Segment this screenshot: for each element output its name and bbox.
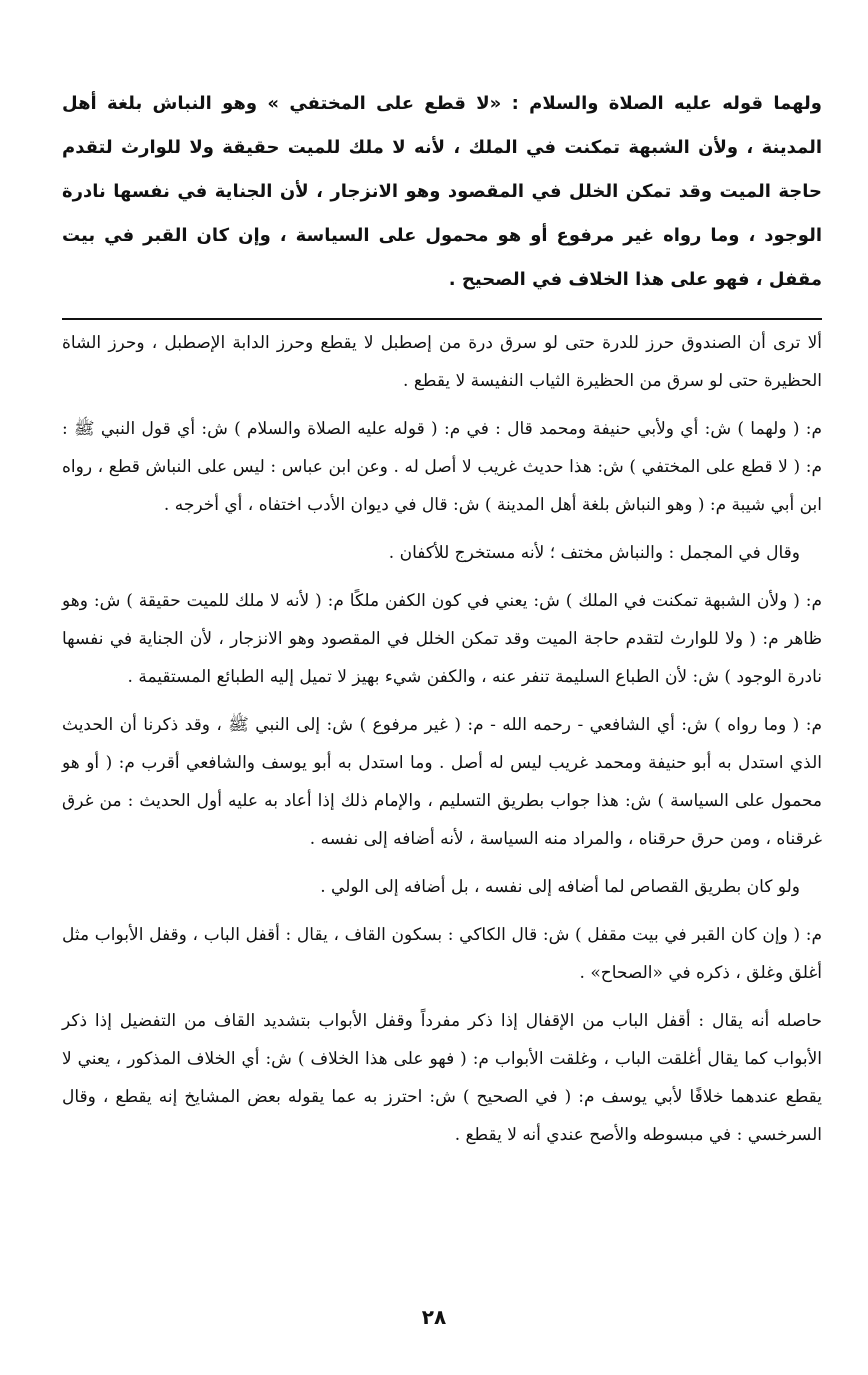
commentary-paragraph-4: م: ( ولأن الشبهة تمكنت في الملك ) ش: يعني في كون الكفن ملكًا م: ( لأنه لا ملك للميت حقيقة ) ش: وهو ظاهر م: ( ولا للوارث لتقدم حاجة الميت وقد تمكن الخلل في المقصود وهو الانزجار ، لأن الجناية في نفسها نادرة الوجود ) ش: لأن الطباع السليمة تنفر عنه ، والكفن شيء بهيز لا تميل إليه الطبائع المستقيمة . (62, 591, 822, 687)
separator-rule (62, 318, 822, 320)
commentary-paragraph-8: حاصله أنه يقال : أقفل الباب من الإقفال إذا ذكر مفرداً وقفل الأبواب بتشديد القاف من التفضيل إذا ذكر الأبواب كما يقال أغلقت الباب ، وغلقت الأبواب م: ( فهو على هذا الخلاف ) ش: أي الخلاف المذكور ، يعني لا يقطع عندهما خلافًا لأبي يوسف م: ( في الصحيح ) ش: احترز به عما يقوله بعض المشايخ إنه يقطع ، وقال السرخسي : في مبسوطه والأصح عندي أنه لا يقطع . (62, 1011, 823, 1145)
commentary-sharh (62, 324, 822, 1154)
commentary-paragraph-2: م: ( ولهما ) ش: أي ولأبي حنيفة ومحمد قال : في م: ( قوله عليه الصلاة والسلام ) ش: أي قول النبي ﷺ : م: ( لا قطع على المختفي ) ش: هذا حديث غريب لا أصل له . وعن ابن عباس : ليس على النباش قطع ، رواه ابن أبي شيبة م: ( وهو النباش بلغة أهل المدينة ) ش: قال في ديوان الأدب اختفاه ، أي أخرجه . (62, 419, 822, 515)
document-page (62, 80, 822, 1154)
commentary-paragraph-5: م: ( وما رواه ) ش: أي الشافعي - رحمه الله - م: ( غير مرفوع ) ش: إلى النبي ﷺ ، وقد ذكرنا أن الحديث الذي استدل به أبو حنيفة ومحمد غريب ليس له أصل . وما استدل به أبو يوسف والشافعي أقرب م: ( أو هو محمول على السياسة ) ش: هذا جواب بطريق التسليم ، والإمام ذلك إذا أعاد به عليه أول الحديث : من غرق غرقناه ، ومن حرق حرقناه ، والمراد منه السياسة ، لأنه أضافه إلى نفسه . (62, 715, 822, 849)
page-number: ٢٨ (421, 1305, 447, 1329)
commentary-paragraph-3: وقال في المجمل : والنباش مختف ؛ لأنه مستخرج للأكفان . (388, 543, 800, 563)
commentary-paragraph-7: م: ( وإن كان القبر في بيت مقفل ) ش: قال الكاكي : بسكون القاف ، يقال : أقفل الباب ، وقفل الأبواب مثل أغلق وغلق ، ذكره في «الصحاح» . (62, 925, 822, 983)
commentary-paragraph-6: ولو كان بطريق القصاص لما أضافه إلى نفسه ، بل أضافه إلى الولي . (320, 877, 800, 897)
commentary-paragraph-1: ألا ترى أن الصندوق حرز للدرة حتى لو سرق درة من إصطبل لا يقطع وحرز الدابة الإصطبل ، وحرز الشاة الحظيرة حتى لو سرق من الحظيرة الثياب النفيسة لا يقطع . (62, 333, 822, 391)
main-text-matn: ولهما قوله عليه الصلاة والسلام : «لا قطع على المختفي » وهو النباش بلغة أهل المدينة ، ولأن الشبهة تمكنت في الملك ، لأنه لا ملك للميت حقيقة ولا للوارث لتقدم حاجة الميت وقد تمكن الخلل في المقصود وهو الانزجار ، لأن الجناية في نفسها نادرة الوجود ، وما رواه غير مرفوع أو هو محمول على السياسة ، وإن كان القبر في بيت مقفل ، فهو على هذا الخلاف في الصحيح . (62, 93, 822, 290)
